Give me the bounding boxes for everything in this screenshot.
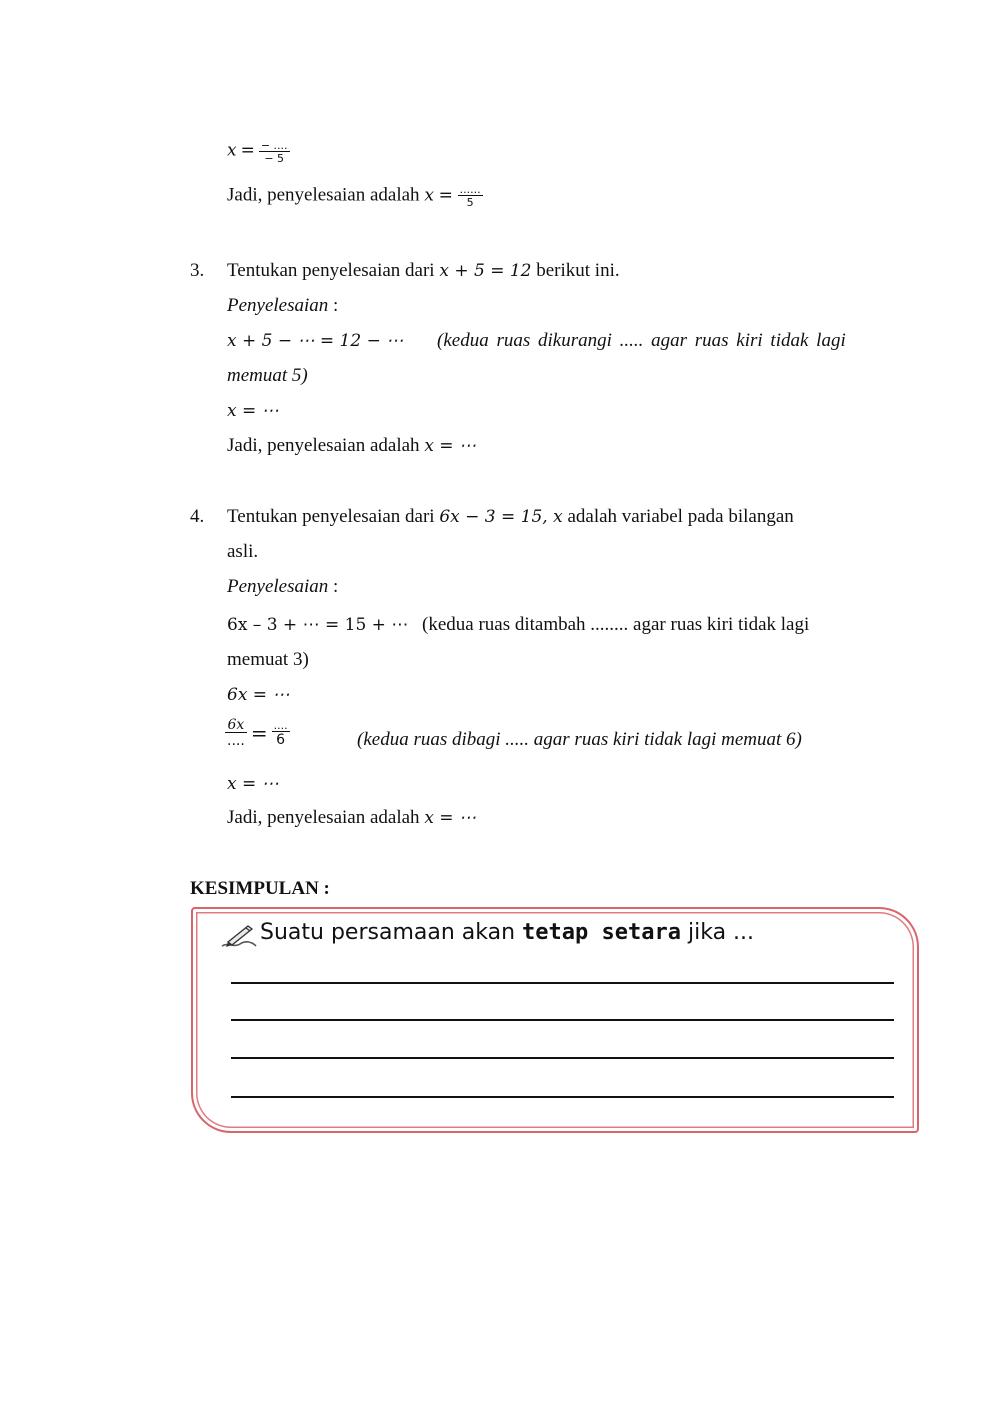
prev-step-line (227, 140, 290, 164)
answer-line-3[interactable] (231, 1057, 894, 1059)
q3-number: 3. (190, 260, 205, 281)
q3-step1-note: (kedua ruas dikurangi ..... agar ruas kiri tidak lagi (437, 330, 846, 351)
answer-line-2[interactable] (231, 1019, 894, 1021)
q4-step3-right-fraction (272, 720, 290, 747)
prev-step-lhs: x (227, 140, 237, 161)
q3-step1-note-cont: memuat 5) (227, 365, 308, 386)
conclusion-prompt-a: Suatu persamaan akan (260, 920, 516, 945)
pen-writing-icon (218, 922, 258, 952)
prev-conclusion-eq: = (438, 185, 453, 206)
conclusion-prompt-b: jika ... (687, 920, 755, 945)
q4-conclusion (227, 807, 476, 829)
q3-solution-label (227, 295, 338, 317)
conclusion-prompt (260, 920, 754, 945)
q3-conclusion (227, 435, 476, 457)
q4-prompt-text-b: adalah variabel pada bilangan (567, 506, 794, 527)
q4-step2-expr: 6x = ⋯ (227, 685, 290, 705)
prev-step-numerator: − .... (260, 139, 288, 152)
q3-prompt (227, 260, 620, 282)
q4-step4-expr: x = ⋯ (227, 774, 279, 794)
q4-step3-eq: = (250, 721, 268, 745)
q4-prompt-text-a: Tentukan penyelesaian dari (227, 506, 435, 527)
q4-prompt-expr: 6x − 3 = 15, x (439, 507, 563, 527)
prev-conclusion-numerator: ...... (459, 183, 481, 196)
q4-step3-note: (kedua ruas dibagi ..... agar ruas kiri tidak lagi memuat 6) (357, 729, 802, 750)
q3-conclusion-text: Jadi, penyelesaian adalah (227, 435, 420, 456)
q3-conclusion-expr: x = ⋯ (424, 436, 476, 456)
q4-step1-note: (kedua ruas ditambah ........ agar ruas kiri tidak lagi (422, 614, 810, 635)
q4-prompt-cont: asli. (227, 541, 259, 562)
q4-step3-right-denominator: 6 (276, 731, 286, 748)
q3-solution-colon: : (328, 295, 339, 316)
q4-step3-left-fraction (225, 718, 247, 748)
q4-solution-label-text: Penyelesaian (227, 576, 329, 597)
q4-step1-expr: 6x – 3 + ⋯ = 15 + ⋯ (227, 615, 409, 635)
prev-step-eq: = (240, 140, 255, 161)
q4-solution-colon: : (328, 576, 339, 597)
q4-step1-note-cont: memuat 3) (227, 649, 309, 670)
q3-step1-expr: x + 5 − ⋯ = 12 − ⋯ (227, 331, 404, 351)
q3-prompt-expr: x + 5 = 12 (439, 261, 532, 281)
q4-step3-line (225, 718, 290, 748)
q4-conclusion-expr: x = ⋯ (424, 808, 476, 828)
q4-solution-label (227, 576, 338, 598)
q4-prompt (227, 506, 794, 528)
prev-step-fraction (259, 140, 290, 164)
q4-step3-right-numerator: .... (273, 718, 288, 732)
answer-line-4[interactable] (231, 1096, 894, 1098)
q4-step3-left-numerator: 6x (225, 718, 247, 733)
q4-step3-left-denominator: .... (227, 733, 245, 749)
prev-conclusion-var: x (424, 185, 434, 206)
prev-conclusion-text: Jadi, penyelesaian adalah (227, 184, 420, 206)
prev-conclusion-line (227, 184, 483, 208)
q3-prompt-text-a: Tentukan penyelesaian dari (227, 260, 435, 281)
q4-number: 4. (190, 506, 205, 527)
q3-prompt-text-b: berikut ini. (536, 260, 620, 281)
conclusion-heading: KESIMPULAN : (190, 878, 330, 899)
q4-conclusion-text: Jadi, penyelesaian adalah (227, 807, 420, 828)
prev-conclusion-denominator: 5 (466, 196, 474, 209)
prev-conclusion-fraction (458, 184, 483, 208)
conclusion-prompt-bold: tetap setara (522, 920, 681, 945)
answer-line-1[interactable] (231, 982, 894, 984)
prev-step-denominator: − 5 (264, 152, 285, 165)
q3-step2-expr: x = ⋯ (227, 401, 279, 421)
q3-solution-label-text: Penyelesaian (227, 295, 329, 316)
